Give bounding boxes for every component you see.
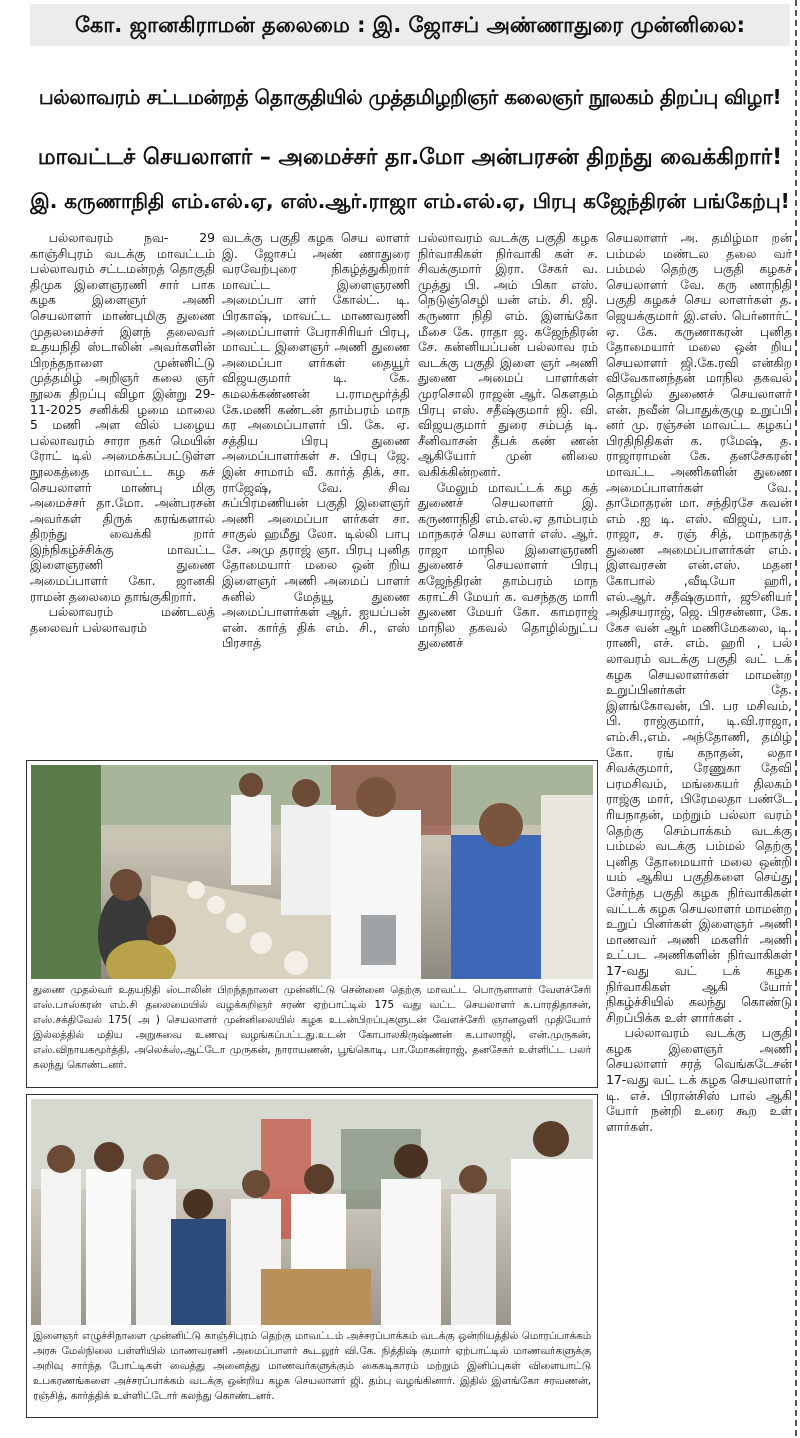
photo-school-event xyxy=(31,1099,593,1325)
article-paragraph: பல்லாவரம் வடக்கு பகுதி கழக நிர்வாகிகள் நிர்வாகி கள் ச. சிவக்குமார் இரா. சேகர் வ. முத்து பி. அம் பிகா எஸ். நெடுஞ்செழி யன் எம். சி. ஜி. கருணா நிதி எம். இளங்கோ மீசை கே. ராதா ஜ. கஜேந்திரன் சே. கன்னியப்பன் பல்லாவ ரம் வடக்கு பகுதி இளை ஞர் அணி துணை அமைப் பாளர்கள் முரசொலி ராஜன் ஆர். கௌதம் பிரபு எஸ். சதீஷ்குமார் ஜி. வி. விஜயகுமார் துரை சம்பத் டி. சீனிவாசன் தீபக் கண் ணன் ஆகியோர் முன் னிலை வகிக்கின்றனர். xyxy=(418,230,598,479)
photo-box-2 xyxy=(26,1094,598,1418)
article-paragraph: செயலாளர் அ. தமிழ்மா றன் பம்மல் மண்டல தலை வர் பம்மல் தெற்கு பகுதி கழகச் செயலாளர் வே. கரு ணாநிதி பகுதி கழகச் செய லாளர்கள் த. ஜெயக்குமார் இ.எஸ். பெர்னார்ட் ஏ. கே. கருணாகரன் புனித தோமையார் மலை ஒன் றிய செயலாளர் ஜி.கே.ரவி என்கிற விவேகானந்தன் மாநில தகவல் தொழில் துணைச் செயலாளர் என். நவீன் பொதுக்குழு உறுப்பி னர் மு. ரஞ்சன் மாவட்ட கழகப் பிரதிநிதிகள் க. ரமேஷ், த. ராஜாராமன் கே. தனசேகரன் மாவட்ட அணிகளின் துணை அமைப்பாளர்கள் வே. தாமோதரன் மா. சந்திரசே கவன் எம் .ஐ டி. எஸ். விஜய், பா. ராஜா, ச. ரஞ் சித், மாநகரத் துணை அமைப்பாளர்கள் எம். இளவரசன் என்.எஸ். மதன கோபால் ,வீடியோ ஹரி, எல்.ஆர். சதீஷ்குமார், ஜூனியர் அதிசயராஜ், ஜெ. பிரசன்னா, கே. கேச வன் ஆர் மணிமேகலை, டி. ராணி, எச். எம். ஹரி , பல் லாவரம் வடக்கு பகுதி வட் டக் கழக செயலாளர்கள் மாமன்ற உறுப்பினர்கள் தே. இளங்கோவன், பி. பர மசிவம், பி. ராஜ்குமார், டி.வி.ராஜா, எம்.சி.,எம். அந்தோணி, தமிழ் கோ. ரங் கநாதன், லதா சிவக்குமார், ரேணுகா தேவி பரமசிவம், மங்கையர் திலகம் ராஜ்கு மார், பிரேமலதா பண்டே ரியநாதன், மற்றும் பல்லா வரம் தெற்கு செம்பாக்கம் வடக்கு பம்மல் வடக்கு பம்மல் தெற்கு புனித தோமையார் மலை ஒன்றி யம் ஆகிய பகுதிகளை செய்து சேர்ந்த பகுதி கழக நிர்வாகிகள் வட்டக் கழக செயலாளர் மாமன்ற உறுப் பினர்கள் இளைஞர் அணி மாணவர் அணி மகளிர் அணி உட்பட அணிகளின் நிர்வாகிகள் 17-வது வட் டக் கழக நிர்வாகிகள் ஆகி யோர் நிகழ்ச்சியில் கலந்து கொண்டு சிறப்பிக்க உள் ளார்கள் . xyxy=(606,230,792,1025)
photo-caption-2: இளைஞர் எழுச்சிநாளை முன்னிட்டு காஞ்சிபுரம் தெற்கு மாவட்டம் அச்சரப்பாக்கம் வடக்கு ஒன்றியத்தில் மொரப்பாக்கம் அரசு மேல்நிலை பள்ளியில் மாணவரணி அமைப்பாளர் கூடலூர் வி.கே. நித்திஷ் குமார் ஏற்பாட்டில் மாணவர்களுக்கு அறிவு சார்ந்த போட்டிகள் வைத்து அனைத்து மாணவர்களுக்கும் கைகடிகாரம் மற்றும் இனிப்புகள் விளையாட்டு உபகரணங்களை அச்சரப்பாக்கம் வடக்கு ஒன்றிய கழக செயலாளர் ஜி. தம்பு வழங்கினார். இதில் இளங்கோ சரவணன், ரஞ்சித், கார்த்திக் உள்ளிட்டோர் கலந்து கொண்டனர். xyxy=(33,1330,591,1402)
photo-school-event-illustration xyxy=(31,1099,593,1325)
article-paragraph: வடக்கு பகுதி கழக செய லாளர் இ. ஜோசப் அண் ணாதுரை வரவேற்புரை நிகழ்த்துகிறார் மாவட்ட இளைஞரணி அமைப்பா ளர் கோல்ட். டி. பிரகாஷ், மாவட்ட மாணவரணி அமைப்பாளர் பேராசிரியர் பிரபு, மாவட்ட இளைஞர் அணி துணை அமைப்பா ளர்கள் தையூர் விஜயகுமார் டி. கே. கமலக்கண்ணன் ப.ராமமூர்த்தி கே.மணி கண்டன் தாம்பரம் மாந கர அமைப்பாளர் பி. கே. ஏ. சத்திய பிரபு துணை அமைப்பாளர்கள் ச. பிரபு ஜே. இன் சாமாம் வீ. கார்த் திக், சா. ராஜேஷ், வே. சிவ சுப்பிரமணியன் பகுதி இளைஞர் அணி அமைப்பா ளர்கள் சா. சாகுல் ஹமீது லோ. டில்லி பாபு சே. அமு தராஜ் ஞா. பிரபு புனித தோமையார் மலை ஒன் றிய இளைஞர் அணி அமைப் பாளர் சுனில் மேத்யூ துணை அமைப்பாளர்கள் ஆர். ஐயப்பன் என். கார்த் திக் எம். சி., எஸ் பிரசாத் xyxy=(222,230,410,651)
article-column-1 xyxy=(30,230,215,750)
article-paragraph: மேலும் மாவட்டக் கழ கத் துணைச் செயலாளர் இ. கருணாநிதி எம்.எல்.ஏ தாம்பரம் மாநகரச் செய லாளர் எஸ். ஆர். ராஜா மாநில இளைஞரணி துணைச் செயலாளர் பிரபு கஜேந்திரன் தாம்பரம் மாந கராட்சி மேயர் க. வசந்தகு மாரி துணை மேயர் கோ. காமராஜ் மாநில தகவல் தொழில்நுட்ப துணைச் xyxy=(418,479,598,651)
article-paragraph: பல்லாவரம் வடக்கு பகுதி கழக இளைஞர் அணி செயலாளர் சரத் வெங்கடேசன் 17-வது வட் டக் கழக செயலாளர் டி. எச். பிரான்சிஸ் பால் ஆகி யோர் நன்றி உரை கூற உள் ளார்கள். xyxy=(606,1025,792,1134)
article-paragraph: பல்லாவரம் மண்டலத் தலைவர் பல்லாவரம் xyxy=(30,604,215,635)
article-column-2 xyxy=(222,230,410,750)
article-column-4 xyxy=(606,230,792,1425)
headline-sub2: இ. கருணாநிதி எம்.எல்.ஏ, எஸ்.ஆர்.ராஜா எம்.எல்.ஏ, பிரபு கஜேந்திரன் பங்கேற்பு! xyxy=(30,189,790,213)
headline-sub1: மாவட்டச் செயலாளர் – அமைச்சர் தா.மோ அன்பரசன் திறந்து வைக்கிறார்! xyxy=(37,145,783,170)
headline-kicker: கோ. ஜானகிராமன் தலைமை : இ. ஜோசப் அண்ணாதுரை முன்னிலை: xyxy=(30,4,790,46)
photo-box-1 xyxy=(26,760,598,1088)
article-column-3 xyxy=(418,230,598,750)
photo-food-distribution xyxy=(31,765,593,979)
column-divider xyxy=(795,0,797,1438)
photo-food-distribution-illustration xyxy=(31,765,593,979)
headline-main: பல்லாவரம் சட்டமன்றத் தொகுதியில் முத்தமிழறிஞர் கலைஞர் நூலகம் திறப்பு விழா! xyxy=(38,85,782,109)
photo-caption-1: துணை முதல்வர் உதயநிதி ஸ்டாலின் பிறந்தநாளை முன்னிட்டு சென்னை தெற்கு மாவட்ட பொருளாளர் வேளச்சேரி எஸ்.பாஸ்கரன் எம்.சி தலைமையில் வழக்கறிஞர் சரண் ஏற்பாட்டில் 175 வது வட்ட செயலாளர் க.பாரதிதாசன், எஸ்.சக்திவேல் 175( அ ) செயலாளர் முன்னிலையில் கழக உடன்பிறப்புகளுடன் வேளச்சேரி ஞானஒளி முதியோர் இல்லத்தில் மதிய அறுசுவை உணவு வழங்கப்பட்டது.உடன் கோபாலகிருஷ்ணன் க.பாலாஜி, என்.முருகன், எஸ்.விநாயகமூர்த்தி, அலெக்ஸ்,ஆட்டோ முருகன், நாராயணன், பூங்கொடி, பா.மோகன்ராஜ், தனசேகர் உள்ளிட்ட பலர் கலந்து கொண்டனர். xyxy=(33,984,591,1071)
article-paragraph: பல்லாவரம் நவ- 29 காஞ்சிபுரம் வடக்கு மாவட்டம் பல்லாவரம் சட்டமன்றத் தொகுதி திமுக இளைஞரணி சார் பாக கழக இளைஞர் அணி செயலாளர் மாண்புமிகு துணை முதலமைச்சர் இளந் தலைவர் உதயநிதி ஸ்டாலின் அவர்களின் பிறந்தநாளை முன்னிட்டு முத்தமிழ் அறிஞர் கலை ஞர் நூலக திறப்பு விழா இன்று 29- 11-2025 சனிக்கி ழமை மாலை 5 மணி அள வில் பழைய பல்லாவரம் சாரா நகர் மெயின் ரோட் டில் அமைக்கப்பட்டுள்ள நூலகத்தை மாவட்ட கழ கச் செயலாளர் மாண்பு மிகு அமைச்சர் தா.மோ. அன்பரசன் அவர்கள் திருக் கரங்களால் திறந்து வைக்கி றார் இந்நிகழ்ச்சிக்கு மாவட்ட இளைஞரணி துணை அமைப்பாளர் கோ. ஜானகி ராமன் தலைமை தாங்குகிறார். xyxy=(30,230,215,604)
